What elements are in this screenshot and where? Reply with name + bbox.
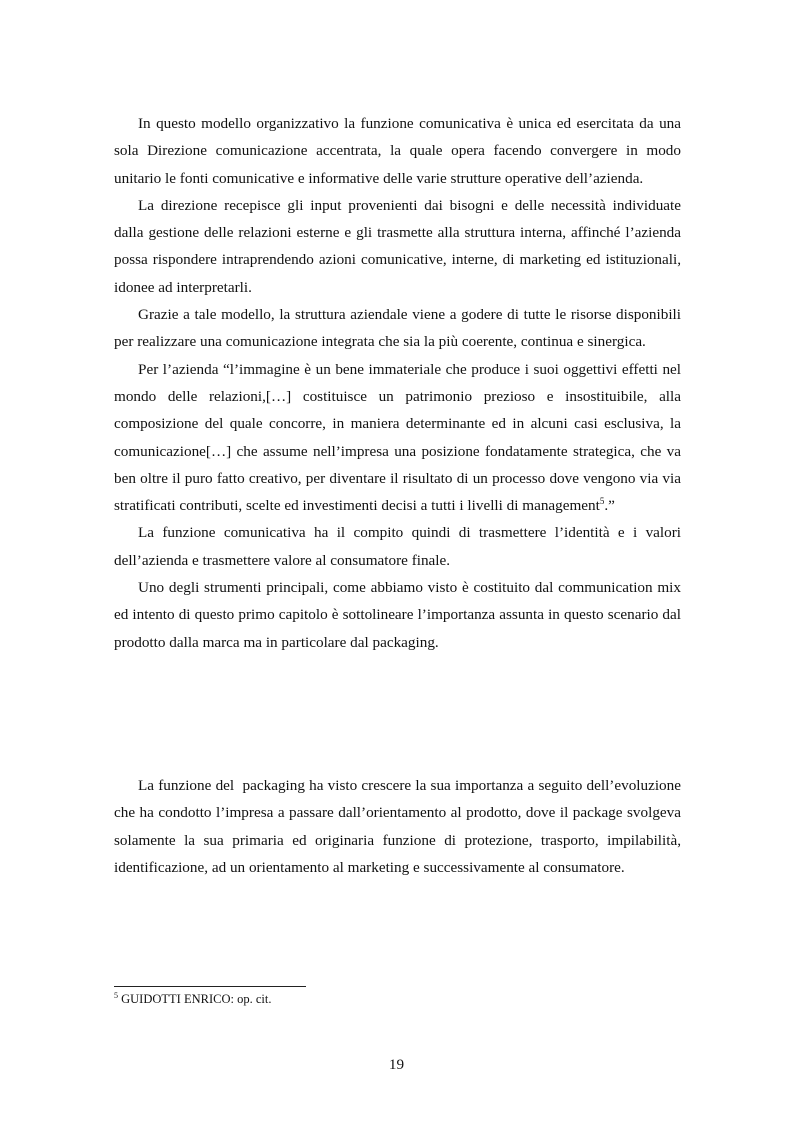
paragraph: La direzione recepisce gli input provenienti dai bisogni e delle necessità individuate dalla gestione delle relazioni esterne e gli trasmette alla struttura interna, affinché l’azienda possa rispondere intraprendendo azioni comunicative, interne, di marketing ed istituzionali, idonee ad interpretarli. xyxy=(114,196,681,296)
paragraph: Grazie a tale modello, la struttura aziendale viene a godere di tutte le risorse disponibili per realizzare una comunicazione integrata che sia la più coerente, continua e sinergica. xyxy=(114,306,681,351)
paragraph: Uno degli strumenti principali, come abbiamo visto è costituito dal communication mix ed intento di questo primo capitolo è sottolineare l’importanza assunta in questo scenario dal prodotto dalla marca ma in particolare dal packaging. xyxy=(114,579,681,651)
paragraph: La funzione del packaging ha visto crescere la sua importanza a seguito dell’evoluzione che ha condotto l’impresa a passare dall’orientamento al prodotto, dove il package svolgeva solamente la sua primaria ed originaria funzione di protezione, trasporto, impilabilità, identificazione, ad un orientamento al marketing e successivamente al consumatore. xyxy=(114,777,685,876)
paragraph-with-footnote-ref xyxy=(114,356,681,520)
page-number: 19 xyxy=(388,1056,405,1073)
body-text-section-2 xyxy=(114,772,685,881)
footnote-divider xyxy=(114,986,306,987)
footnote xyxy=(114,991,271,1007)
paragraph-text-end: .” xyxy=(604,497,615,515)
footnote-text: GUIDOTTI ENRICO: op. cit. xyxy=(118,992,272,1006)
body-text xyxy=(114,110,681,656)
paragraph: La funzione comunicativa ha il compito quindi di trasmettere l’identità e i valori dell’azienda e trasmettere valore al consumatore finale. xyxy=(114,524,681,569)
paragraph: In questo modello organizzativo la funzione comunicativa è unica ed esercitata da una sola Direzione comunicazione accentrata, la quale opera facendo convergere in modo unitario le fonti comunicative e informative delle varie strutture operative dell’azienda. xyxy=(114,115,681,187)
footnote-number: 5 xyxy=(114,990,118,1000)
paragraph-text: Per l’azienda “l’immagine è un bene immateriale che produce i suoi oggettivi effetti nel mondo delle relazioni,[…] costituisce un patrimonio prezioso e insostituibile, alla composizione del quale concorre, in maniera determinante ed in alcuni casi esclusiva, la comunicazione[…] che assume nell’impresa una posizione fondatamente strategica, che va ben oltre il puro fatto creativo, per diventare il risultato di un processo dove vengono via via stratificati contributi, scelte ed investimenti decisi a tutti i livelli di management xyxy=(114,360,681,515)
footnote-reference: 5 xyxy=(599,496,605,507)
